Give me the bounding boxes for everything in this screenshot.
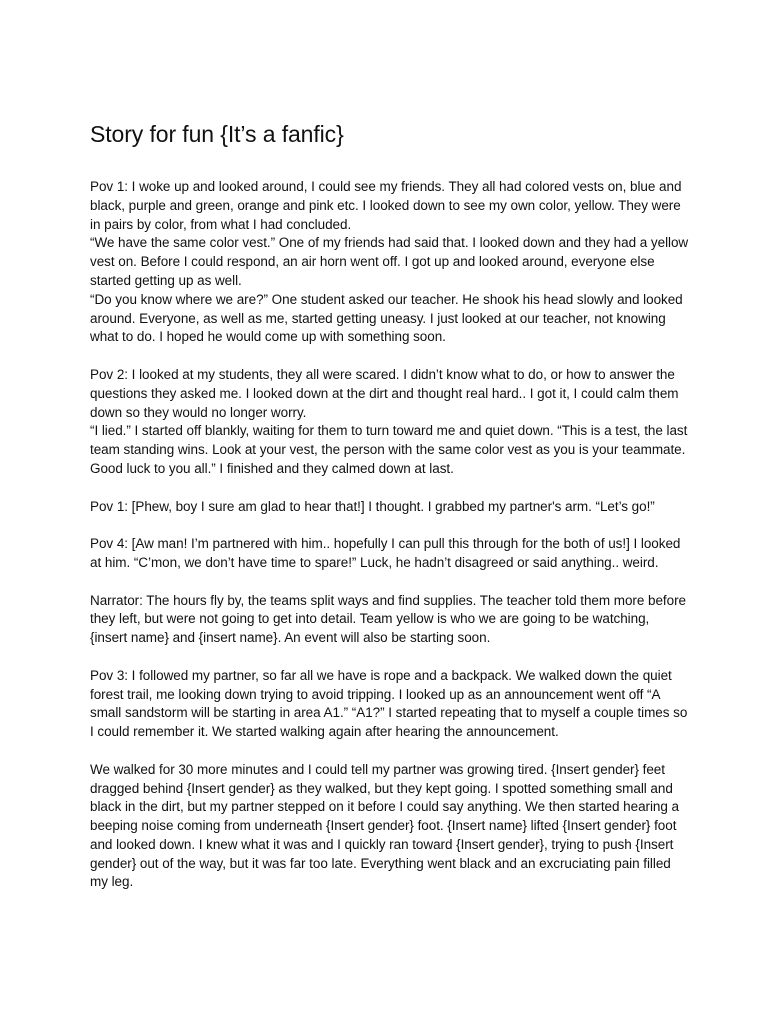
paragraph-gap bbox=[90, 516, 690, 535]
paragraph: Pov 4: [Aw man! I’m partnered with him.. hopefully I can pull this through for the both of us!] I looked at him. “C’mon, we don’t have time to spare!” Luck, he hadn’t disagreed or said anything.. weird. bbox=[90, 536, 681, 570]
paragraph: Pov 2: I looked at my students, they all were scared. I didn’t know what to do, or how to answer the questions they asked me. I looked down at the dirt and thought real hard.. I got it, I could calm them down so they would no longer worry. bbox=[90, 366, 679, 420]
paragraph: “We have the same color vest.” One of my friends had said that. I looked down and they had a yellow vest on. Before I could respond, an air horn went off. I got up and looked around, everyone else started getting up as well. bbox=[90, 235, 689, 288]
paragraph-gap bbox=[90, 347, 690, 366]
paragraph: Pov 1: I woke up and looked around, I could see my friends. They all had colored vests on, blue and black, purple and green, orange and pink etc. I looked down to see my own color, yellow. They were in pairs by color, from what I had concluded. bbox=[90, 179, 682, 232]
paragraph: We walked for 30 more minutes and I could tell my partner was growing tired. {Insert gender} feet dragged behind {Insert gender} as they walked, but they kept going. I spotted something small and black in the dirt, but my partner stepped on it before I could say anything. We then started hearing a beeping noise coming from underneath {Insert gender} foot. {Insert name} lifted {Insert gender} foot and looked down. I knew what it was and I quickly ran toward {Insert gender}, trying to push {Insert gender} out of the way, but it was far too late. Everything went black and an excruciating pain filled my leg. bbox=[90, 761, 680, 890]
paragraph: “Do you know where we are?” One student asked our teacher. He shook his head slowly and looked around. Everyone, as well as me, started getting uneasy. I just looked at our teacher, not knowing what to do. I hoped he would come up with something soon. bbox=[90, 291, 683, 345]
paragraph: Pov 3: I followed my partner, so far all we have is rope and a backpack. We walked down the quiet forest trail, me looking down trying to avoid tripping. I looked up as an announcement went off “A small sandstorm will be starting in area A1.” “A1?” I started repeating that to myself a couple times so I could remember it. We started walking again after hearing the announcement. bbox=[90, 667, 688, 740]
paragraph: “I lied.” I started off blankly, waiting for them to turn toward me and quiet down. “This is a test, the last team standing wins. Look at your vest, the person with the same color vest as you is your teammate. Good luck to you all.” I finished and they calmed down at last. bbox=[90, 423, 688, 476]
document-body bbox=[90, 178, 690, 892]
paragraph: Narrator: The hours fly by, the teams split ways and find supplies. The teacher told them more before they left, but were not going to get into detail. Team yellow is who we are going to be watching, {insert name} and {insert name}. An event will also be starting soon. bbox=[90, 592, 686, 646]
document-page bbox=[90, 118, 690, 892]
paragraph: Pov 1: [Phew, boy I sure am glad to hear that!] I thought. I grabbed my partner's arm. “Let’s go!” bbox=[90, 498, 655, 514]
paragraph-gap bbox=[90, 479, 690, 498]
document-title: Story for fun {It’s a fanfic} bbox=[90, 121, 344, 147]
paragraph-gap bbox=[90, 648, 690, 667]
paragraph-gap bbox=[90, 573, 690, 592]
paragraph-gap bbox=[90, 742, 690, 761]
